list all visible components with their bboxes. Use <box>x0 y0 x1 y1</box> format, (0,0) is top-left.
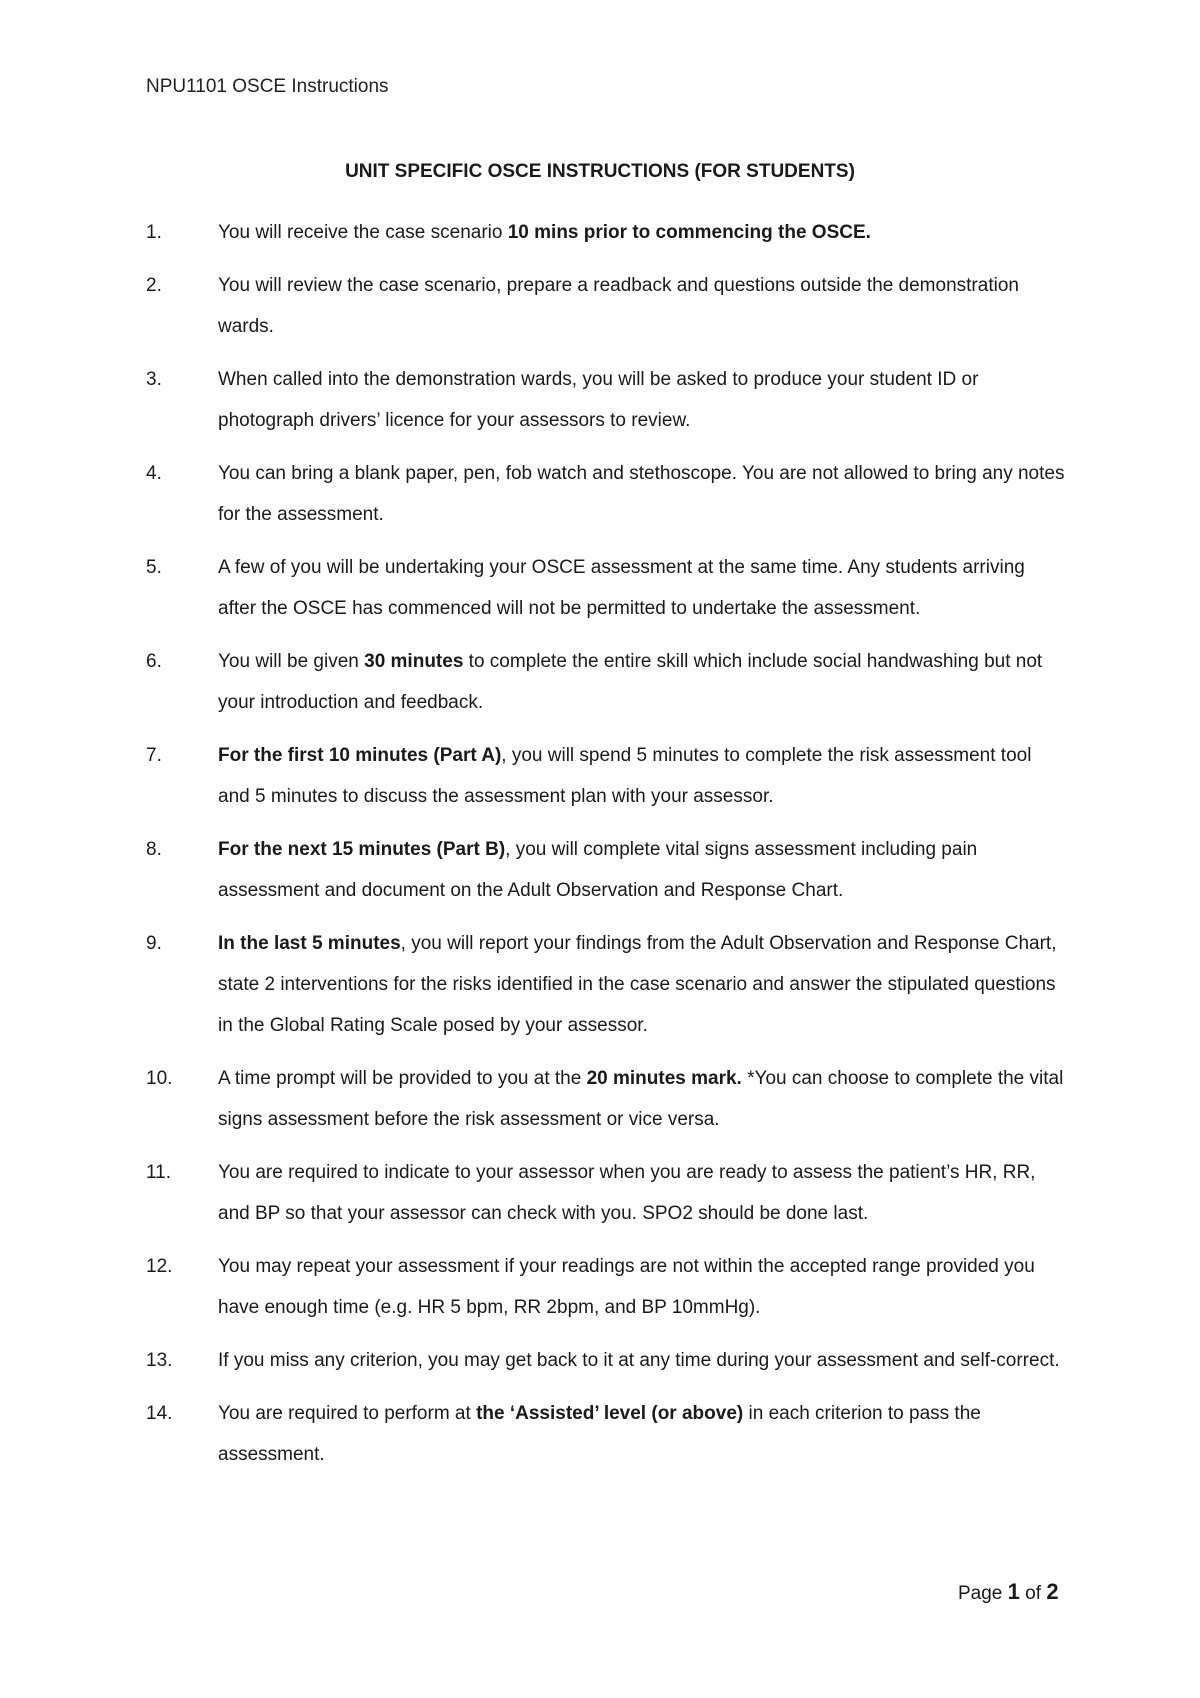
instruction-item <box>146 829 1066 911</box>
instruction-item <box>146 641 1066 723</box>
item-text: If you miss any criterion, you may get back to it at any time during your assessment and self-correct. <box>218 1350 1060 1371</box>
instruction-item <box>146 265 1066 347</box>
item-number: 6. <box>146 651 162 672</box>
instruction-item <box>146 547 1066 629</box>
instruction-item <box>146 453 1066 535</box>
item-text-bold: For the first 10 minutes (Part A) <box>218 745 502 766</box>
item-text: A few of you will be undertaking your OSCE assessment at the same time. Any students arriving after the OSCE has commenced will not be permitted to undertake the assessment. <box>218 557 1025 619</box>
item-text: , you will spend 5 minutes to complete the risk assessment tool and 5 minutes to discuss the assessment plan with your assessor. <box>218 745 1032 807</box>
instruction-item <box>146 735 1066 817</box>
item-text: *You can choose to complete the vital signs assessment before the risk assessment or vice versa. <box>218 1068 1064 1130</box>
item-text: You may repeat your assessment if your readings are not within the accepted range provided you have enough time (e.g. HR 5 bpm, RR 2bpm, and BP 10mmHg). <box>218 1256 1035 1318</box>
item-text: in each criterion to pass the assessment. <box>218 1403 981 1465</box>
instruction-item <box>146 1340 1066 1381</box>
item-text-bold: 20 minutes mark. <box>586 1068 742 1089</box>
item-number: 1. <box>146 222 162 243</box>
item-text-bold: the ‘Assisted’ level (or above) <box>476 1403 744 1424</box>
item-text-bold: In the last 5 minutes <box>218 933 401 954</box>
item-number: 3. <box>146 369 162 390</box>
instruction-item <box>146 212 1066 253</box>
item-text-bold: For the next 15 minutes (Part B) <box>218 839 506 860</box>
instruction-item <box>146 1152 1066 1234</box>
page-of: of <box>1019 1583 1047 1604</box>
instruction-item <box>146 1246 1066 1328</box>
item-text: When called into the demonstration wards, you will be asked to produce your student ID or photograph drivers’ licence for your assessors to review. <box>218 369 979 431</box>
instruction-list <box>146 212 1066 1487</box>
current-page: 1 <box>1007 1579 1020 1604</box>
item-number: 8. <box>146 839 162 860</box>
total-pages: 2 <box>1046 1579 1059 1604</box>
page-prefix: Page <box>958 1583 1008 1604</box>
item-number: 5. <box>146 557 162 578</box>
page-number-footer <box>958 1579 1059 1605</box>
page-header: NPU1101 OSCE Instructions <box>146 76 389 97</box>
item-text-bold: 30 minutes <box>364 651 464 672</box>
item-text: , you will report your findings from the Adult Observation and Response Chart, state 2 interventions for the risks identified in the case scenario and answer the stipulated questions in the Global Rating Scale posed by your assessor. <box>218 933 1057 1036</box>
item-text: A time prompt will be provided to you at the <box>218 1068 587 1089</box>
item-text: You will review the case scenario, prepare a readback and questions outside the demonstration wards. <box>218 275 1019 337</box>
item-number: 2. <box>146 275 162 296</box>
item-number: 4. <box>146 463 162 484</box>
instruction-item <box>146 1393 1066 1475</box>
item-number: 7. <box>146 745 162 766</box>
item-number: 14. <box>146 1403 173 1424</box>
item-text-bold: 10 mins prior to commencing the OSCE. <box>507 222 871 243</box>
item-text: You will be given <box>218 651 365 672</box>
item-number: 11. <box>146 1162 172 1183</box>
item-text: to complete the entire skill which include social handwashing but not your introduction and feedback. <box>218 651 1043 713</box>
item-text: You are required to perform at <box>218 1403 477 1424</box>
instruction-item <box>146 923 1066 1046</box>
item-text: You can bring a blank paper, pen, fob watch and stethoscope. You are not allowed to bring any notes for the assessment. <box>218 463 1065 525</box>
instruction-item <box>146 359 1066 441</box>
item-number: 10. <box>146 1068 173 1089</box>
instruction-item <box>146 1058 1066 1140</box>
item-text: You are required to indicate to your assessor when you are ready to assess the patient’s HR, RR, and BP so that your assessor can check with you. SPO2 should be done last. <box>218 1162 1036 1224</box>
item-number: 9. <box>146 933 162 954</box>
item-text: , you will complete vital signs assessment including pain assessment and document on the Adult Observation and Response Chart. <box>218 839 978 901</box>
document-title: UNIT SPECIFIC OSCE INSTRUCTIONS (FOR STUDENTS) <box>345 161 855 182</box>
item-text: You will receive the case scenario <box>218 222 508 243</box>
item-number: 13. <box>146 1350 173 1371</box>
item-number: 12. <box>146 1256 173 1277</box>
